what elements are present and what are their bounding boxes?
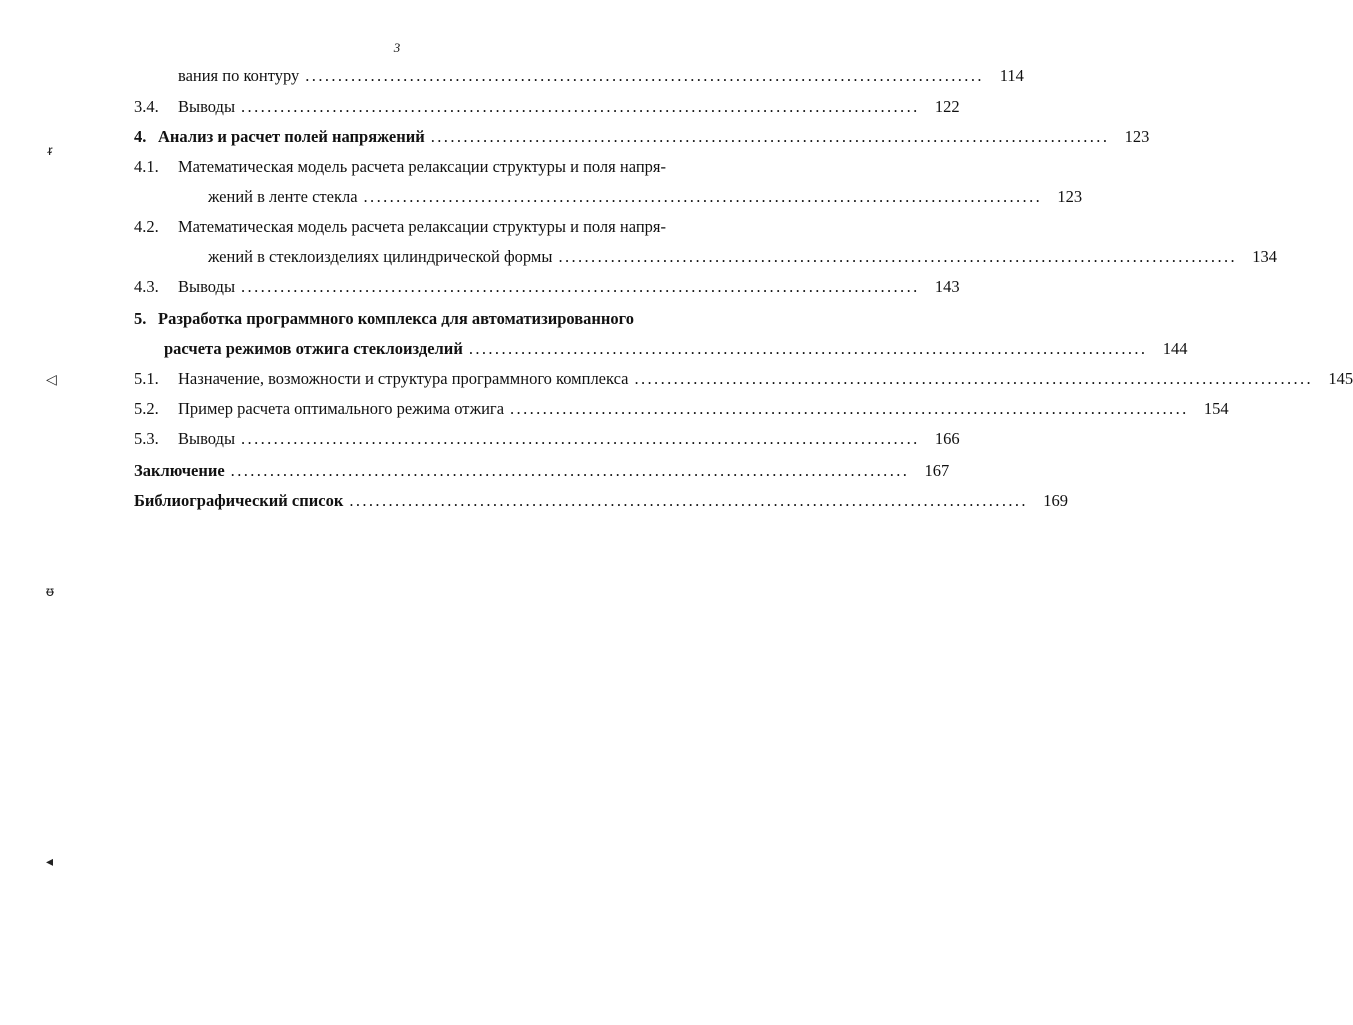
toc-leader-dots: ........................................................................................................	[305, 66, 984, 85]
toc-entry-text: Назначение, возможности и структура программного комплекса	[178, 369, 629, 388]
toc-section-number: 3.4.	[134, 97, 159, 116]
toc-line	[134, 398, 1229, 420]
toc-page-number: 134	[1252, 247, 1278, 266]
toc-leader-dots: ........................................................................................................	[241, 277, 920, 296]
toc-entry-text: Математическая модель расчета релаксации структуры и поля напря-	[178, 217, 666, 236]
toc-leader-dots: ........................................................................................................	[349, 491, 1028, 510]
toc-page-number: 167	[924, 461, 950, 480]
toc-section-number: 5.1.	[134, 369, 159, 388]
toc-page-number: 145	[1328, 369, 1353, 388]
toc-leader-dots: ........................................................................................................	[430, 127, 1110, 146]
page-number: 3	[393, 40, 401, 55]
toc-entry-text: Анализ и расчет полей напряжений	[158, 127, 425, 146]
toc-leader-dots: ........................................................................................................	[510, 399, 1189, 418]
toc-line	[134, 428, 960, 450]
scan-artifact-mark: ᵲ	[48, 143, 53, 159]
toc-leader-dots: ........................................................................................................	[363, 187, 1043, 206]
toc-leader-dots: ........................................................................................................	[558, 247, 1238, 266]
toc-section-number: 5.	[134, 309, 147, 328]
toc-line	[164, 338, 1188, 360]
toc-section-number: 5.2.	[134, 399, 159, 418]
toc-entry-text: расчета режимов отжига стеклоизделий	[164, 339, 463, 358]
toc-line	[208, 186, 1083, 208]
toc-entry-text: Заключение	[134, 461, 225, 480]
toc-page-number: 144	[1162, 339, 1188, 358]
toc-line	[134, 156, 722, 178]
toc-entry-text: Выводы	[178, 97, 236, 116]
toc-page-number: 166	[934, 429, 960, 448]
scan-artifact-mark: ◁	[46, 372, 57, 388]
toc-entry-text: жений в ленте стекла	[208, 187, 358, 206]
scan-artifact-mark: ᵿ	[46, 584, 54, 600]
toc-line	[134, 460, 950, 482]
toc-line	[134, 308, 722, 330]
toc-leader-dots: ........................................................................................................	[468, 339, 1148, 358]
toc-line	[134, 96, 960, 118]
toc-section-number: 5.3.	[134, 429, 159, 448]
toc-leader-dots: ........................................................................................................	[241, 429, 920, 448]
toc-section-number: 4.1.	[134, 157, 159, 176]
toc-entry-text: Выводы	[178, 429, 236, 448]
toc-section-number: 4.	[134, 127, 147, 146]
toc-page-number: 123	[1057, 187, 1083, 206]
toc-page-number: 169	[1043, 491, 1068, 510]
toc-leader-dots: ........................................................................................................	[241, 97, 920, 116]
toc-entry-text: жений в стеклоизделиях цилиндрической формы	[208, 247, 553, 266]
toc-section-number: 4.3.	[134, 277, 159, 296]
toc-page-number: 154	[1203, 399, 1229, 418]
toc-page-number: 143	[934, 277, 960, 296]
toc-line	[134, 490, 1068, 512]
toc-line	[134, 216, 722, 238]
toc-entry-text: Разработка программного комплекса для автоматизированного	[158, 309, 634, 328]
toc-line	[134, 276, 960, 298]
toc-page-number: 123	[1124, 127, 1150, 146]
toc-entry-text: вания по контуру	[178, 66, 300, 85]
toc-leader-dots: ........................................................................................................	[230, 461, 910, 480]
toc-entry-text: Выводы	[178, 277, 236, 296]
toc-entry-text: Библиографический список	[134, 491, 344, 510]
toc-line	[134, 126, 1150, 148]
toc-page-number: 122	[934, 97, 960, 116]
toc-leader-dots: ........................................................................................................	[634, 369, 1314, 388]
toc-entry-text: Пример расчета оптимального режима отжига	[178, 399, 505, 418]
toc-page-number: 114	[999, 66, 1024, 85]
toc-line	[134, 368, 1353, 390]
toc-line	[208, 246, 1278, 268]
toc-entry-text: Математическая модель расчета релаксации структуры и поля напря-	[178, 157, 666, 176]
toc-section-number: 4.2.	[134, 217, 159, 236]
toc-line	[178, 65, 1024, 87]
scan-artifact-mark: ◂	[46, 854, 54, 870]
